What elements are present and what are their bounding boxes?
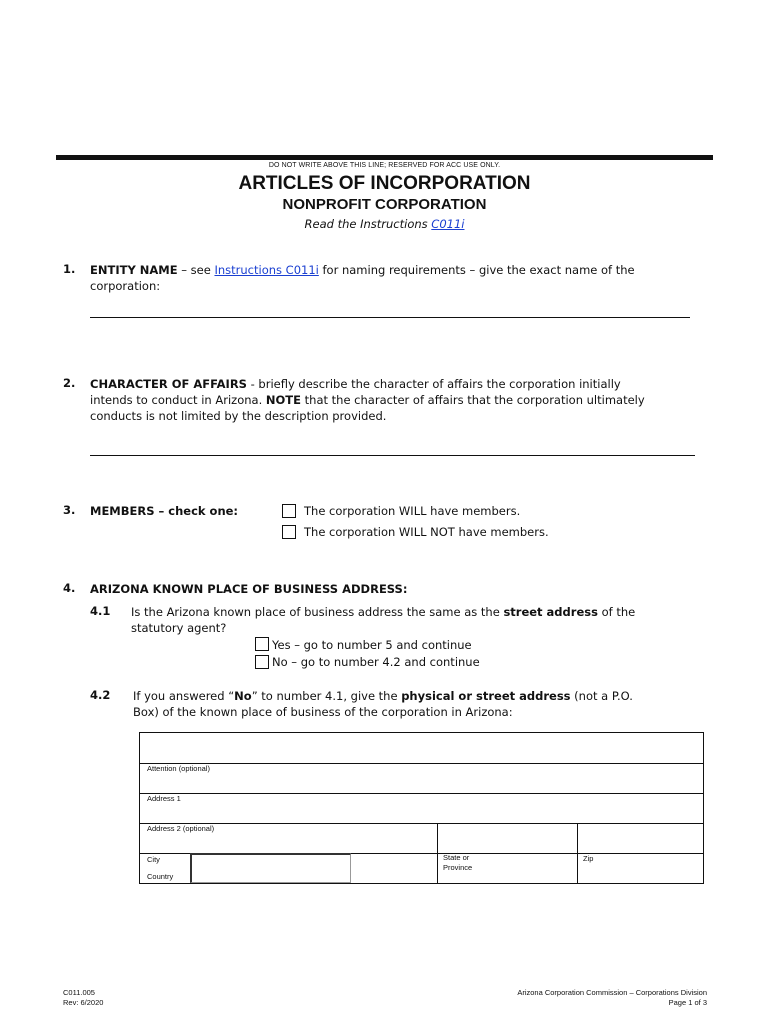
section-2-number: 2. xyxy=(63,376,76,390)
q41-a: Is the Arizona known place of business address the same as the xyxy=(131,605,504,619)
q42-c: physical or street address xyxy=(401,689,571,703)
will-not-have-members-checkbox[interactable] xyxy=(282,525,296,539)
entity-name-label: ENTITY NAME xyxy=(90,263,178,277)
address3-input[interactable] xyxy=(140,824,703,854)
section-4-number: 4. xyxy=(63,581,76,595)
s2-note: NOTE xyxy=(265,393,301,407)
q41-no-checkbox[interactable] xyxy=(255,655,269,669)
members-label-main: MEMBERS xyxy=(90,504,155,518)
attention-label: Attention (optional) xyxy=(147,764,210,773)
q42-number: 4.2 xyxy=(90,688,111,702)
instructions-link[interactable]: C011i xyxy=(431,217,465,231)
document-title: ARTICLES OF INCORPORATION xyxy=(238,173,531,194)
s1-text-c: corporation: xyxy=(90,279,161,293)
section-2-text xyxy=(90,376,715,424)
instructions-line xyxy=(56,217,713,231)
page-number: Page 1 of 3 xyxy=(668,998,707,1007)
q41-yes-checkbox[interactable] xyxy=(255,637,269,651)
will-have-members-checkbox[interactable] xyxy=(282,504,296,518)
q42-no: No xyxy=(234,689,252,703)
q41-no-label: No – go to number 4.2 and continue xyxy=(272,655,480,669)
zip-label: Zip xyxy=(583,854,594,863)
character-of-affairs-field[interactable] xyxy=(90,454,695,456)
section-1-text xyxy=(90,262,710,294)
city-input[interactable] xyxy=(190,853,351,883)
s2-text-c: that the character of affairs that the corporation ultimately xyxy=(300,393,645,407)
s1-text-b: for naming requirements – give the exact name of the xyxy=(318,263,635,277)
address2-label: Address 2 (optional) xyxy=(147,824,215,833)
q42-b: ” to number 4.1, give the xyxy=(251,689,402,703)
s2-text-a: - briefly describe the character of affairs the corporation initially xyxy=(246,377,621,391)
s1-text-a: – see xyxy=(177,263,215,277)
divider xyxy=(437,824,438,883)
entity-name-field[interactable] xyxy=(90,316,690,318)
known-place-heading: ARIZONA KNOWN PLACE OF BUSINESS ADDRESS: xyxy=(90,582,408,596)
header-rule xyxy=(56,155,713,160)
revision-date: Rev: 6/2020 xyxy=(63,998,104,1007)
section-3-number: 3. xyxy=(63,503,76,517)
reserved-notice: DO NOT WRITE ABOVE THIS LINE; RESERVED FOR ACC USE ONLY. xyxy=(268,162,501,169)
will-have-members-label: The corporation WILL have members. xyxy=(304,504,521,518)
q42-a: If you answered “ xyxy=(133,689,235,703)
q41-d: statutory agent? xyxy=(131,621,227,635)
state-label-line2: Province xyxy=(443,863,473,872)
members-label xyxy=(90,503,238,519)
instructions-c011i-link[interactable]: Instructions C011i xyxy=(214,263,319,277)
instructions-prefix: Read the Instructions xyxy=(304,217,432,231)
s2-text-b: intends to conduct in Arizona. xyxy=(90,393,266,407)
q42-e: Box) of the known place of business of the corporation in Arizona: xyxy=(133,705,513,719)
form-code xyxy=(63,988,103,1008)
address-form xyxy=(139,732,704,884)
document-subtitle: NONPROFIT CORPORATION xyxy=(282,196,487,213)
members-label-tail: – check one: xyxy=(154,504,239,518)
section-1-number: 1. xyxy=(63,262,76,276)
q41-number: 4.1 xyxy=(90,604,111,618)
state-label xyxy=(443,853,472,873)
q42-d: (not a P.O. xyxy=(570,689,633,703)
q41-c: of the xyxy=(597,605,636,619)
city-label: City xyxy=(147,855,160,864)
q42-text xyxy=(133,688,713,720)
address1-input[interactable] xyxy=(140,764,703,794)
will-not-have-members-label: The corporation WILL NOT have members. xyxy=(304,525,549,539)
q41-text xyxy=(131,604,711,636)
q41-yes-label: Yes – go to number 5 and continue xyxy=(272,638,472,652)
character-of-affairs-label: CHARACTER OF AFFAIRS xyxy=(90,377,247,391)
q41-b: street address xyxy=(503,605,598,619)
address1-label: Address 1 xyxy=(147,794,181,803)
state-label-line1: State or xyxy=(443,853,470,862)
divider xyxy=(577,824,578,883)
country-label: Country xyxy=(147,872,174,881)
agency-name: Arizona Corporation Commission – Corporations Division xyxy=(517,988,707,997)
s2-text-d: conducts is not limited by the description provided. xyxy=(90,409,387,423)
address2-input[interactable] xyxy=(140,794,703,824)
footer-agency-block xyxy=(517,988,707,1008)
attention-input[interactable] xyxy=(140,733,703,764)
form-code-number: C011.005 xyxy=(63,988,95,997)
